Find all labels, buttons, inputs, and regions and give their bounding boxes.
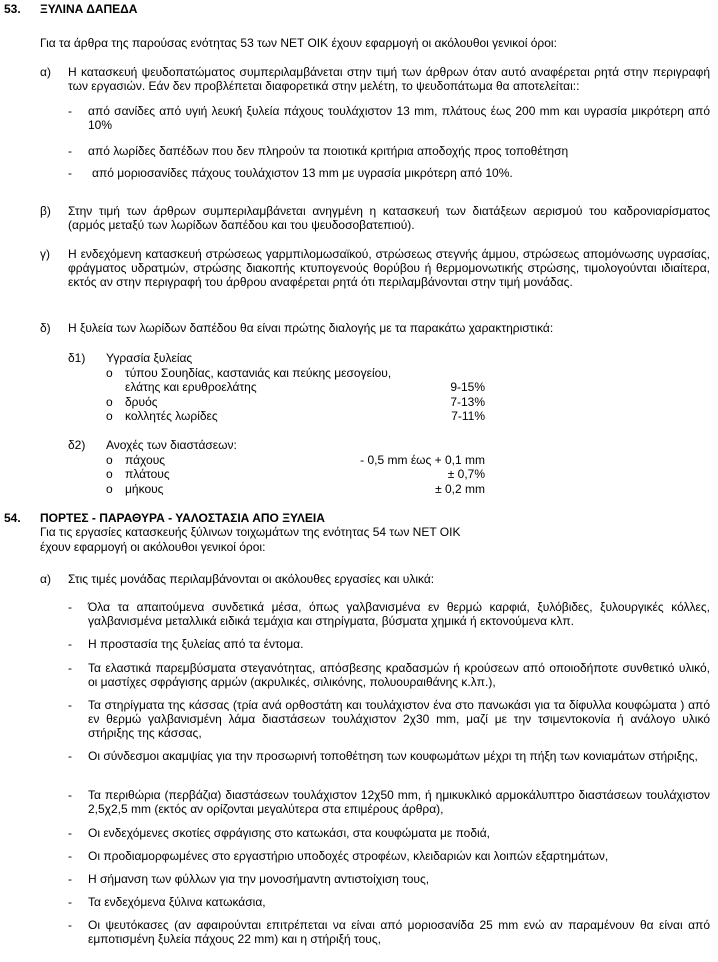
- bullet-dash: -: [68, 104, 72, 118]
- d2-row3-label: μήκους: [125, 482, 164, 496]
- item-d-text: Η ξυλεία των λωρίδων δαπέδου θα είναι πρώτης διαλογής με τα παρακάτω χαρακτηριστικά:: [68, 321, 554, 335]
- section-54-intro-line2: έχουν εφαρμογή οι ακόλουθοι γενικοί όροι:: [40, 540, 266, 554]
- item-c-label: γ): [40, 247, 50, 261]
- item-54a-text: Στις τιμές μονάδας περιλαμβάνονται οι ακόλουθες εργασίες και υλικά:: [68, 572, 435, 586]
- d1-title: Υγρασία ξυλείας: [106, 351, 193, 365]
- item-b-label: β): [40, 204, 51, 218]
- bullet-circle: o: [106, 453, 113, 467]
- bullet-circle: o: [106, 366, 113, 380]
- list-item: Τα περιθώρια (περβάζια) διαστάσεων τουλάχιστον 12χ50 mm, ή ημικυκλικό αρμοκάλυπτρο διαστάσεων τουλάχιστον 2,5χ2,5 mm (εκτός αν ορίζονται μεγαλύτερα στα επιμέρους άρθρα),: [88, 788, 710, 816]
- list-item: από μοριοσανίδες πάχους τουλάχιστον 13 mm με υγρασία μικρότερη από 10%.: [92, 166, 513, 180]
- d1-row1-line2: ελάτης και ερυθροελάτης: [125, 380, 257, 394]
- bullet-dash: -: [68, 661, 72, 675]
- bullet-circle: o: [106, 467, 113, 481]
- list-item: από λωρίδες δαπέδων που δεν πληρούν τα ποιοτικά κριτήρια αποδοχής προς τοποθέτηση: [88, 144, 569, 158]
- bullet-dash: -: [68, 895, 72, 909]
- bullet-dash: -: [68, 849, 72, 863]
- list-item: Οι ψευτόκασες (αν αφαιρούνται επιτρέπεται να είναι από μοριοσανίδα 25 mm ενώ αν παραμένουν θα είναι από εμποτισμένη ξυλεία πάχους 22 mm) και η στήριξή τους,: [88, 918, 710, 946]
- list-item: Οι ενδεχόμενες σκοτίες σφράγισης στο κατωκάσι, στα κουφώματα με ποδιά,: [88, 826, 490, 840]
- d2-row3-value: ± 0,2 mm: [435, 482, 485, 496]
- item-54a-label: α): [40, 572, 51, 586]
- item-c-text: Η ενδεχόμενη κατασκευή στρώσεως γαρμπιλομωσαϊκού, στρώσεως στεγνής άμμου, στρώσεως απομόνωσης υγρασίας, φράγματος υδρατμών, στρώσης διακοπής κτυπογενούς θορύβου ή θερμομονωτικής στρώσης, τιμολογούνται ιδιαίτερα, εκτός αν στην περιγραφή του άρθρου αναφέρεται ρητά ότι περιλαμβάνονται στην τιμή μονάδας.: [68, 247, 710, 289]
- bullet-dash: -: [68, 166, 72, 180]
- list-item: Οι προδιαμορφωμένες στο εργαστήριο υποδοχές στροφέων, κλειδαριών και λοιπών εξαρτημάτων,: [88, 849, 609, 863]
- bullet-dash: -: [68, 826, 72, 840]
- d1-row1-line1: τύπου Σουηδίας, καστανιάς και πεύκης μεσογείου,: [125, 366, 392, 380]
- d1-row3-label: κολλητές λωρίδες: [125, 409, 218, 423]
- bullet-circle: o: [106, 395, 113, 409]
- list-item: Τα ενδεχόμενα ξύλινα κατωκάσια,: [88, 895, 266, 909]
- d1-row1-value: 9-15%: [450, 380, 485, 394]
- section-53-number: 53.: [4, 2, 21, 16]
- bullet-dash: -: [68, 637, 72, 651]
- d2-row2-value: ± 0,7%: [447, 467, 485, 481]
- list-item: Η σήμανση των φύλλων για την μονοσήμαντη αντιστοίχιση τους,: [88, 872, 430, 886]
- bullet-dash: -: [68, 872, 72, 886]
- bullet-dash: -: [68, 749, 72, 763]
- list-item: Η προστασία της ξυλείας από τα έντομα.: [88, 637, 304, 651]
- item-d-label: δ): [40, 321, 51, 335]
- d1-row2-label: δρυός: [125, 395, 158, 409]
- item-b-text: Στην τιμή των άρθρων συμπεριλαμβάνεται ανηγμένη η κατασκευή των διατάξεων αερισμού του καδρονιαρίσματος (αρμός μεταξύ των λωρίδων δαπέδου και του ψευδοσοβατεπιού).: [68, 204, 710, 232]
- d2-row2-label: πλάτους: [125, 467, 170, 481]
- bullet-circle: o: [106, 409, 113, 423]
- section-54-number: 54.: [4, 511, 21, 525]
- d2-label: δ2): [68, 438, 86, 452]
- bullet-circle: o: [106, 482, 113, 496]
- d2-row1-value: - 0,5 mm έως + 0,1 mm: [360, 453, 485, 467]
- list-item: Τα ελαστικά παρεμβύσματα στεγανότητας, απόσβεσης κραδασμών ή κρούσεων από οποιοδήποτε συνθετικό υλικό, οι μαστίχες σφράγισης αρμών (ακρυλικές, σιλικόνης, πολυουραιθάνης κ.λπ.),: [88, 661, 710, 689]
- section-54-intro-line1: Για τις εργασίες κατασκευής ξύλινων τοιχωμάτων της ενότητας 54 των ΝΕΤ ΟΙΚ: [40, 525, 461, 539]
- bullet-dash: -: [68, 144, 72, 158]
- item-a-text: Η κατασκευή ψευδοπατώματος συμπεριλαμβάνεται στην τιμή των άρθρων όταν αυτό αναφέρεται ρητά στην περιγραφή των εργασιών. Εάν δεν προβλέπεται διαφορετικά στην μελέτη, το ψευδοπάτωμα θα αποτελείται::: [68, 65, 710, 93]
- bullet-dash: -: [68, 918, 72, 932]
- section-54-title: ΠΟΡΤΕΣ - ΠΑΡΑΘΥΡΑ - ΥΑΛΟΣΤΑΣΙΑ ΑΠΟ ΞΥΛΕΙΑ: [40, 511, 325, 525]
- bullet-dash: -: [68, 788, 72, 802]
- section-53-intro: Για τα άρθρα της παρούσας ενότητας 53 των ΝΕΤ ΟΙΚ έχουν εφαρμογή οι ακόλουθοι γενικοί όροι:: [40, 36, 557, 50]
- item-a-label: α): [40, 65, 51, 79]
- list-item: Τα στηρίγματα της κάσσας (τρία ανά ορθοστάτη και τουλάχιστον ένα στο πανωκάσι για τα δίφυλλα κουφώματα ) από εν θερμώ γαλβανισμένη λάμα διαστάσεων τουλάχιστον 2χ30 mm, μαζί με την τσιμεντοκονία ή ανάλογο υλικό στήριξης της κάσσας,: [88, 698, 710, 740]
- section-53-title: ΞΥΛΙΝΑ ΔΑΠΕΔΑ: [40, 2, 138, 16]
- list-item: Οι σύνδεσμοι ακαμψίας για την προσωρινή τοποθέτηση των κουφωμάτων μέχρι τη πήξη των κονιαμάτων στήριξης,: [88, 749, 698, 763]
- bullet-dash: -: [68, 698, 72, 712]
- d1-row2-value: 7-13%: [450, 395, 485, 409]
- d2-title: Ανοχές των διαστάσεων:: [106, 438, 237, 452]
- d1-label: δ1): [68, 351, 86, 365]
- bullet-dash: -: [68, 600, 72, 614]
- d1-row3-value: 7-11%: [451, 409, 485, 423]
- list-item: από σανίδες από υγιή λευκή ξυλεία πάχους τουλάχιστον 13 mm, πλάτους έως 200 mm και υγρασία μικρότερη από 10%: [88, 104, 710, 132]
- list-item: Όλα τα απαιτούμενα συνδετικά μέσα, όπως γαλβανισμένα εν θερμώ καρφιά, ξυλόβιδες, ξυλουργικές κόλλες, γαλβανισμένα μεταλλικά ειδικά τεμάχια και στηρίγματα, βύσματα χημικά ή εκτονούμενα κλπ.: [88, 600, 710, 628]
- d2-row1-label: πάχους: [125, 453, 166, 467]
